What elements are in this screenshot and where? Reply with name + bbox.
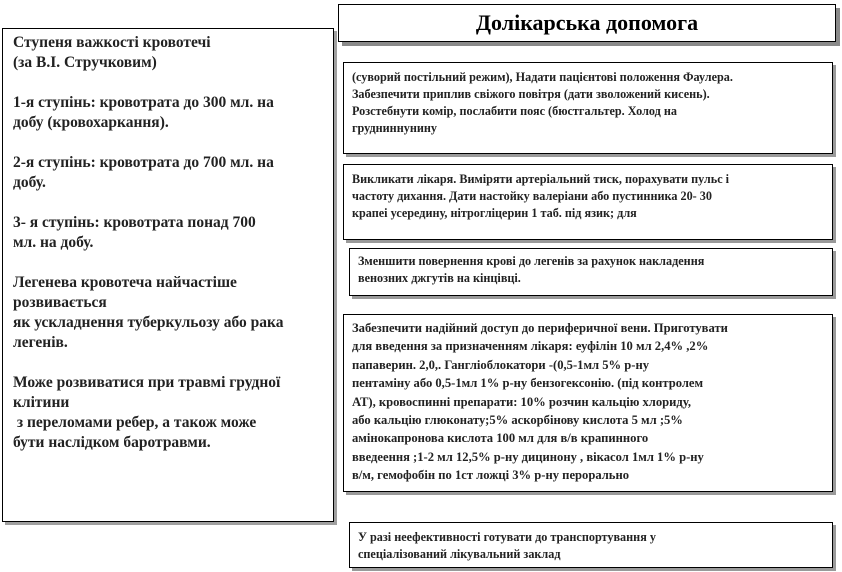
step2-line1: Викликати лікаря. Виміряти артеріальний тиск, порахувати пульс і xyxy=(352,172,730,186)
step-box-2 xyxy=(343,164,833,240)
degree2-line2: добу. xyxy=(13,174,46,191)
step4-line8: введеення ;1-2 мл 12,5% р-ну дицинону , вікасол 1мл 1% р-ну xyxy=(352,449,704,464)
page-title: Долікарська допомога xyxy=(475,10,699,35)
severity-source: (за В.І. Стручковим) xyxy=(13,54,157,71)
step4-line4: пентаміну або 0,5-1мл 1% р-ну бензогексонію. (під контролем xyxy=(352,376,704,391)
degree3-line2: мл. на добу. xyxy=(13,234,94,251)
step4-line9: в/м, гемофобін по 1ст ложці 3% р-ну перорально xyxy=(352,468,630,483)
step-box-4 xyxy=(343,314,833,492)
title-box xyxy=(338,4,836,42)
lung-line4: легенів. xyxy=(13,334,68,351)
severity-heading: Ступеня важкості кровотечі xyxy=(13,34,211,51)
step2-line2: частоту дихання. Дати настойку валеріани або пустинника 20- 30 xyxy=(352,189,712,203)
step2-line3: крапеі усередину, нітрогліцерин 1 таб. під язик; для xyxy=(352,206,637,220)
step5-line2: спеціалізований лікувальний заклад xyxy=(358,547,561,561)
severity-panel xyxy=(2,28,334,522)
step1-line2: Забезпечити приплив свіжого повітря (дати зволожений кисень). xyxy=(352,87,710,101)
trauma-line2: клітини xyxy=(13,394,70,411)
step4-line5: АТ), кровоспинні препарати: 10% розчин кальцію хлориду, xyxy=(352,394,691,409)
step-box-1 xyxy=(343,62,833,154)
step3-line2: венозних джгутів на кінцівці. xyxy=(358,271,521,285)
step4-line6: або кальцію глюконату;5% аскорбінову кислота 5 мл ;5% xyxy=(352,413,683,428)
step1-line4: грудниннунину xyxy=(352,121,437,135)
degree2-line1: 2-я ступінь: кровотрата до 700 мл. на xyxy=(13,154,274,171)
trauma-line3: з переломами ребер, а також може xyxy=(13,414,257,431)
degree1-line1: 1-я ступінь: кровотрата до 300 мл. на xyxy=(13,94,274,111)
step-box-5 xyxy=(349,522,833,568)
step1-line1: (суворий постільний режим), Надати пацієнтові положення Фаулера. xyxy=(352,70,733,84)
lung-line3: як ускладнення туберкульозу або рака xyxy=(13,314,284,331)
degree1-line2: добу (кровохаркання). xyxy=(13,114,169,131)
step5-line1: У разі неефективності готувати до транспортування у xyxy=(358,530,656,544)
step-box-3 xyxy=(349,248,833,296)
trauma-line1: Може розвиватися при травмі грудної xyxy=(13,374,281,391)
degree3-line1: 3- я ступінь: кровотрата понад 700 xyxy=(13,214,256,231)
lung-line1: Легенева кровотеча найчастіше xyxy=(13,274,237,291)
lung-line2: розвивається xyxy=(13,294,107,311)
trauma-line4: бути наслідком баротравми. xyxy=(13,434,211,451)
step4-line1: Забезпечити надійний доступ до периферичної вени. Приготувати xyxy=(352,321,728,335)
step3-line1: Зменшити повернення крові до легенів за рахунок накладення xyxy=(358,254,705,268)
step4-line2: для введення за призначенням лікаря: еуфілін 10 мл 2,4% ,2% xyxy=(352,339,709,354)
step4-line3: папаверин. 2,0,. Гангліоблокатори -(0,5-1мл 5% р-ну xyxy=(352,357,650,372)
step4-line7: амінокапронова кислота 100 мл для в/в крапинного xyxy=(352,431,649,446)
step1-line3: Розстебнути комір, послабити пояс (бюстгальтер. Холод на xyxy=(352,104,677,118)
